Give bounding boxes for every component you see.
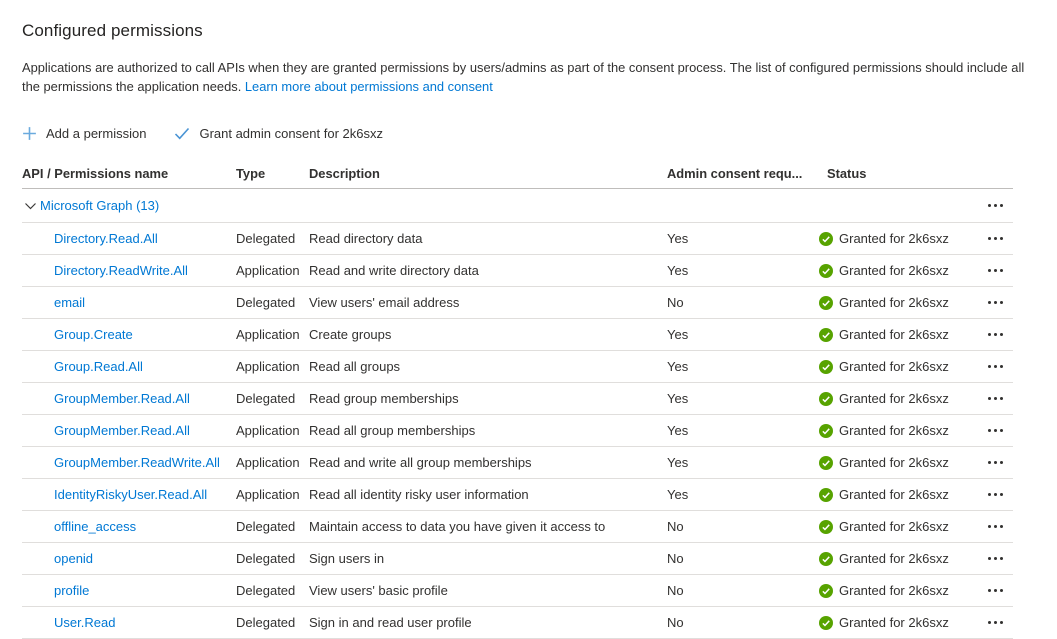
check-circle-icon (819, 392, 833, 406)
admin-consent-required-cell: Yes (667, 423, 689, 438)
admin-consent-required-cell: Yes (667, 327, 689, 342)
permission-name-cell (22, 327, 236, 342)
status-cell (819, 327, 977, 342)
table-row (22, 383, 1013, 415)
ellipsis-icon (988, 525, 991, 528)
table-row (22, 607, 1013, 639)
permission-name-link[interactable]: offline_access (54, 519, 137, 534)
status-text: Granted for 2k6sxz (839, 519, 949, 534)
check-circle-icon (819, 264, 833, 278)
status-text: Granted for 2k6sxz (839, 391, 949, 406)
row-menu-button[interactable] (977, 351, 1013, 382)
add-permission-button[interactable] (22, 126, 146, 141)
permission-name-link[interactable]: Group.Create (54, 327, 133, 342)
admin-consent-required-cell: Yes (667, 487, 689, 502)
check-circle-icon (819, 552, 833, 566)
learn-more-link[interactable]: Learn more about permissions and consent (244, 79, 493, 94)
permission-name-link[interactable]: email (54, 295, 86, 310)
permission-type-cell: Delegated (236, 295, 296, 310)
permission-name-cell (22, 263, 236, 278)
row-menu-button[interactable] (977, 607, 1013, 638)
table-row (22, 479, 1013, 511)
ellipsis-icon (988, 429, 991, 432)
status-cell (819, 359, 977, 374)
ellipsis-icon (988, 269, 991, 272)
ellipsis-icon (988, 621, 991, 624)
admin-consent-required-cell: No (667, 615, 684, 630)
permission-description-cell: Maintain access to data you have given it access to (309, 519, 606, 534)
permission-type-cell: Application (236, 263, 300, 278)
grant-admin-consent-label: Grant admin consent for 2k6sxz (199, 125, 383, 141)
admin-consent-required-cell: No (667, 295, 684, 310)
table-header-row (22, 159, 1013, 189)
status-cell (819, 455, 977, 470)
admin-consent-required-cell: No (667, 583, 684, 598)
permission-name-link[interactable]: IdentityRiskyUser.Read.All (54, 487, 208, 502)
status-cell (819, 295, 977, 310)
permission-name-link[interactable]: profile (54, 583, 90, 598)
permission-name-cell (22, 391, 236, 406)
permission-name-cell (22, 295, 236, 310)
status-text: Granted for 2k6sxz (839, 615, 949, 630)
check-circle-icon (819, 616, 833, 630)
permission-type-cell: Delegated (236, 583, 296, 598)
column-header-type: Type (236, 166, 266, 181)
permission-name-link[interactable]: GroupMember.Read.All (54, 423, 190, 438)
permission-type-cell: Application (236, 327, 300, 342)
status-text: Granted for 2k6sxz (839, 487, 949, 502)
row-menu-button[interactable] (977, 383, 1013, 414)
status-text: Granted for 2k6sxz (839, 583, 949, 598)
check-circle-icon (819, 424, 833, 438)
description-text: Applications are authorized to call APIs when they are granted permissions by users/admins as part of the consent process. The list of configured permissions should include all the permissions the application needs. (22, 60, 1025, 94)
status-cell (819, 551, 977, 566)
permissions-table (22, 159, 1013, 639)
ellipsis-icon (988, 589, 991, 592)
check-circle-icon (819, 296, 833, 310)
table-row (22, 319, 1013, 351)
status-text: Granted for 2k6sxz (839, 231, 949, 246)
permission-name-cell (22, 231, 236, 246)
check-circle-icon (819, 584, 833, 598)
permission-description-cell: Read all group memberships (309, 423, 476, 438)
permission-name-cell (22, 551, 236, 566)
chevron-down-icon[interactable] (24, 202, 37, 211)
permission-type-cell: Application (236, 359, 300, 374)
status-text: Granted for 2k6sxz (839, 359, 949, 374)
check-circle-icon (819, 360, 833, 374)
ellipsis-icon (988, 557, 991, 560)
status-text: Granted for 2k6sxz (839, 455, 949, 470)
permission-name-cell (22, 519, 236, 534)
grant-admin-consent-button[interactable] (174, 126, 383, 141)
status-text: Granted for 2k6sxz (839, 423, 949, 438)
check-circle-icon (819, 328, 833, 342)
add-permission-label: Add a permission (46, 125, 147, 141)
check-circle-icon (819, 488, 833, 502)
permission-description-cell: Read all groups (309, 359, 401, 374)
status-text: Granted for 2k6sxz (839, 551, 949, 566)
ellipsis-icon (988, 365, 991, 368)
permission-name-link[interactable]: GroupMember.ReadWrite.All (54, 455, 220, 470)
admin-consent-required-cell: Yes (667, 263, 689, 278)
table-row (22, 447, 1013, 479)
permission-description-cell: View users' basic profile (309, 583, 448, 598)
permission-name-link[interactable]: GroupMember.Read.All (54, 391, 190, 406)
permission-description-cell: Read all identity risky user information (309, 487, 529, 502)
check-circle-icon (819, 232, 833, 246)
column-header-api-permissions-name: API / Permissions name (22, 166, 169, 181)
permission-name-cell (22, 423, 236, 438)
table-row (22, 415, 1013, 447)
row-menu-button[interactable] (977, 447, 1013, 478)
permission-description-cell: Read and write directory data (309, 263, 479, 278)
row-menu-button[interactable] (977, 511, 1013, 542)
permission-type-cell: Delegated (236, 391, 296, 406)
permission-name-link[interactable]: Directory.Read.All (54, 231, 158, 246)
api-group-link[interactable]: Microsoft Graph (13) (40, 198, 160, 213)
permission-description-cell: Create groups (309, 327, 392, 342)
permission-type-cell: Delegated (236, 231, 296, 246)
column-header-admin-consent: Admin consent requ... (667, 166, 803, 181)
column-header-status: Status (827, 166, 867, 181)
status-cell (819, 231, 977, 246)
page-title: Configured permissions (22, 21, 203, 40)
status-cell (819, 583, 977, 598)
table-row (22, 255, 1013, 287)
check-icon (174, 127, 190, 140)
check-circle-icon (819, 520, 833, 534)
status-cell (819, 263, 977, 278)
status-cell (819, 423, 977, 438)
row-menu-button[interactable] (977, 319, 1013, 350)
group-row-menu-button[interactable] (977, 189, 1013, 222)
ellipsis-icon (988, 237, 991, 240)
row-menu-button[interactable] (977, 287, 1013, 318)
table-body (22, 223, 1013, 639)
admin-consent-required-cell: Yes (667, 231, 689, 246)
status-cell (819, 519, 977, 534)
api-group-row (22, 189, 1013, 223)
permission-description-cell: Read directory data (309, 231, 423, 246)
ellipsis-icon (988, 493, 991, 496)
ellipsis-icon (988, 333, 991, 336)
table-row (22, 511, 1013, 543)
permission-type-cell: Delegated (236, 551, 296, 566)
permission-name-link[interactable]: Directory.ReadWrite.All (54, 263, 188, 278)
command-bar (22, 121, 1035, 145)
permission-name-cell (22, 455, 236, 470)
row-menu-button[interactable] (977, 255, 1013, 286)
page-description (22, 58, 1032, 96)
ellipsis-icon (988, 301, 991, 304)
row-menu-button[interactable] (977, 543, 1013, 574)
admin-consent-required-cell: No (667, 519, 684, 534)
status-text: Granted for 2k6sxz (839, 295, 949, 310)
admin-consent-required-cell: Yes (667, 359, 689, 374)
row-menu-button[interactable] (977, 479, 1013, 510)
admin-consent-required-cell: Yes (667, 455, 689, 470)
table-row (22, 287, 1013, 319)
permission-description-cell: Sign users in (309, 551, 385, 566)
permission-name-cell (22, 583, 236, 598)
permission-description-cell: View users' email address (309, 295, 460, 310)
row-menu-button[interactable] (977, 223, 1013, 254)
admin-consent-required-cell: Yes (667, 391, 689, 406)
permission-description-cell: Sign in and read user profile (309, 615, 472, 630)
permission-description-cell: Read group memberships (309, 391, 459, 406)
table-row (22, 575, 1013, 607)
api-group-name-cell (22, 198, 977, 213)
plus-icon (22, 126, 37, 141)
permission-name-link[interactable]: Group.Read.All (54, 359, 143, 374)
ellipsis-icon (988, 461, 991, 464)
permission-type-cell: Application (236, 423, 300, 438)
status-cell (819, 391, 977, 406)
ellipsis-icon (988, 397, 991, 400)
ellipsis-icon (988, 204, 991, 207)
table-row (22, 223, 1013, 255)
permission-type-cell: Delegated (236, 519, 296, 534)
permission-name-link[interactable]: User.Read (54, 615, 116, 630)
table-row (22, 351, 1013, 383)
permission-description-cell: Read and write all group memberships (309, 455, 532, 470)
permission-name-link[interactable]: openid (54, 551, 94, 566)
permission-type-cell: Application (236, 455, 300, 470)
table-row (22, 543, 1013, 575)
permission-name-cell (22, 487, 236, 502)
row-menu-button[interactable] (977, 575, 1013, 606)
permission-name-cell (22, 359, 236, 374)
status-text: Granted for 2k6sxz (839, 327, 949, 342)
column-header-description: Description (309, 166, 380, 181)
check-circle-icon (819, 456, 833, 470)
admin-consent-required-cell: No (667, 551, 684, 566)
status-cell (819, 487, 977, 502)
row-menu-button[interactable] (977, 415, 1013, 446)
permission-type-cell: Delegated (236, 615, 296, 630)
status-text: Granted for 2k6sxz (839, 263, 949, 278)
permission-type-cell: Application (236, 487, 300, 502)
